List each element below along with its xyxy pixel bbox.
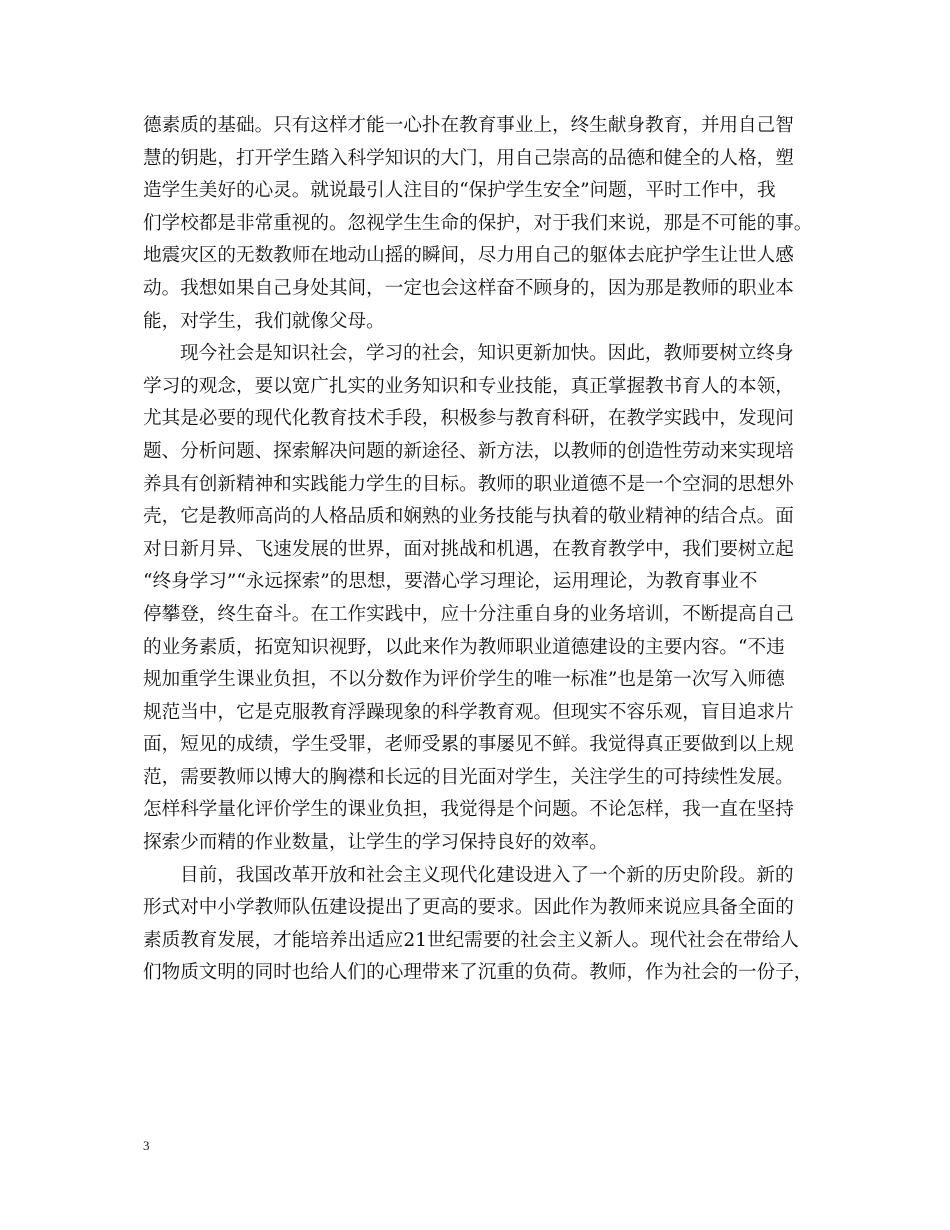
text-line: 们学校都是非常重视的。忽视学生生命的保护，对于我们来说，那是不可能的事。 [143, 212, 813, 234]
text-line: 题、分析问题、探索解决问题的新途径、新方法，以教师的创造性劳动来实现培 [143, 440, 794, 462]
text-line: 怎样科学量化评价学生的课业负担，我觉得是个问题。不论怎样，我一直在坚持 [143, 799, 794, 821]
text-line: 规加重学生课业负担，不以分数作为评价学生的唯一标准”也是第一次写入师德 [143, 669, 785, 691]
text-line: 们物质文明的同时也给人们的心理带来了沉重的负荷。教师，作为社会的一份子， [143, 962, 813, 984]
text-line: 探索少而精的作业数量，让学生的学习保持良好的效率。 [143, 832, 608, 854]
text-line: “终身学习”“永远探索”的思想，要潜心学习理论，运用理论，为教育事业不 [143, 571, 758, 593]
text-line: 目前，我国改革开放和社会主义现代化建设进入了一个新的历史阶段。新的 [180, 864, 794, 886]
page-number: 3 [143, 1138, 150, 1153]
text-line: 学习的观念，要以宽广扎实的业务知识和专业技能，真正掌握教书育人的本领， [143, 375, 794, 397]
text-line: 形式对中小学教师队伍建设提出了更高的要求。因此作为教师来说应具备全面的 [143, 897, 794, 919]
text-line: 的业务素质，拓宽知识视野，以此来作为教师职业道德建设的主要内容。“不违 [143, 636, 785, 658]
text-line: 规范当中，它是克服教育浮躁现象的科学教育观。但现实不容乐观，盲目追求片 [143, 701, 794, 723]
text-line: 造学生美好的心灵。就说最引人注目的“保护学生安全”问题，平时工作中，我 [143, 180, 776, 202]
text-line: 素质教育发展，才能培养出适应21世纪需要的社会主义新人。现代社会在带给人 [143, 929, 799, 951]
paragraph [143, 110, 843, 338]
text-line: 面，短见的成绩，学生受罪，老师受累的事屡见不鲜。我觉得真正要做到以上规 [143, 734, 794, 756]
text-line: 壳，它是教师高尚的人格品质和娴熟的业务技能与执着的敬业精神的结合点。面 [143, 506, 794, 528]
text-line: 范，需要教师以博大的胸襟和长远的目光面对学生，关注学生的可持续性发展。 [143, 766, 794, 788]
paragraph [143, 860, 843, 990]
text-line: 尤其是必要的现代化教育技术手段，积极参与教育科研，在教学实践中，发现问 [143, 408, 794, 430]
paragraph [143, 338, 843, 860]
body-text [143, 110, 843, 990]
text-line: 能，对学生，我们就像父母。 [143, 310, 385, 332]
text-line: 养具有创新精神和实践能力学生的目标。教师的职业道德不是一个空洞的思想外 [143, 473, 794, 495]
text-line: 对日新月异、飞速发展的世界，面对挑战和机遇，在教育教学中，我们要树立起 [143, 538, 794, 560]
text-line: 现今社会是知识社会，学习的社会，知识更新加快。因此，教师要树立终身 [180, 343, 794, 365]
text-line: 动。我想如果自己身处其间，一定也会这样奋不顾身的，因为那是教师的职业本 [143, 277, 794, 299]
text-line: 地震灾区的无数教师在地动山摇的瞬间，尽力用自己的躯体去庇护学生让世人感 [143, 245, 794, 267]
text-line: 德素质的基础。只有这样才能一心扑在教育事业上，终生献身教育，并用自己智 [143, 115, 794, 136]
text-line: 慧的钥匙，打开学生踏入科学知识的大门，用自己崇高的品德和健全的人格，塑 [143, 147, 794, 169]
text-line: 停攀登，终生奋斗。在工作实践中，应十分注重自身的业务培训，不断提高自己 [143, 603, 794, 625]
